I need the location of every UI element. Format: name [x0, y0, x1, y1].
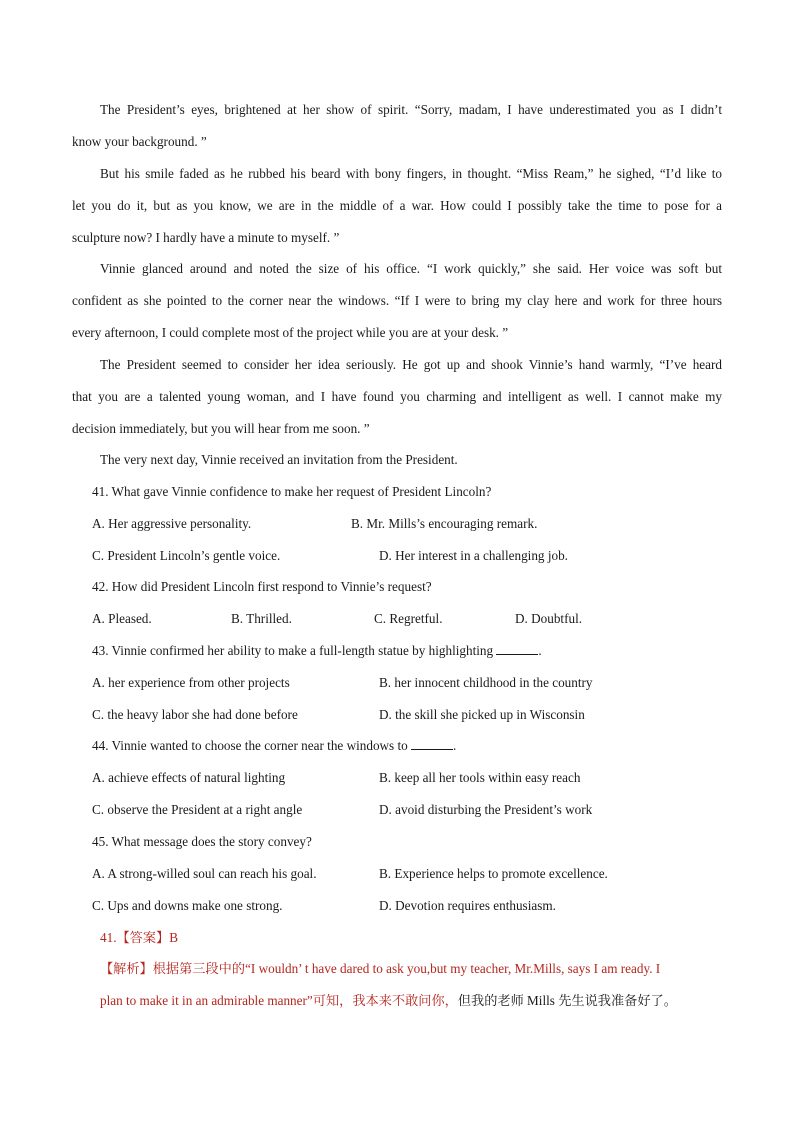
question-43-option-b: B. her innocent childhood in the country — [379, 675, 593, 690]
question-43-option-a: A. her experience from other projects — [92, 675, 290, 690]
stem-period: . — [538, 643, 542, 658]
analysis-tag: 【解析】 — [100, 961, 153, 976]
question-43-stem-text: 43. Vinnie confirmed her ability to make a full-length statue by highlighting — [92, 643, 494, 658]
question-44-option-a: A. achieve effects of natural lighting — [92, 770, 286, 785]
question-41-option-a: A. Her aggressive personality. — [92, 516, 252, 531]
passage-line: The very next day, Vinnie received an invitation from the President. — [100, 452, 458, 467]
passage-line: decision immediately, but you will hear from me soon. ” — [72, 421, 370, 436]
passage-line: let you do it, but as you know, we are in the middle of a war. How could I possibly take the time to pose for a — [72, 198, 722, 213]
question-44-stem-text: 44. Vinnie wanted to choose the corner near the windows to — [92, 738, 408, 753]
passage-line: The President seemed to consider her idea seriously. He got up and shook Vinnie’s hand warmly, “I’ve heard — [100, 357, 722, 372]
question-42-option-b: B. Thrilled. — [231, 611, 292, 626]
question-45-option-b: B. Experience helps to promote excellence. — [379, 866, 608, 881]
passage-line: every afternoon, I could complete most of the project while you are at your desk. ” — [72, 325, 509, 340]
analysis-line-2 — [100, 992, 677, 1010]
question-42-option-d: D. Doubtful. — [515, 611, 583, 626]
question-45-option-d: D. Devotion requires enthusiasm. — [379, 898, 556, 913]
passage-line: that you are a talented young woman, and I have found you charming and intelligent as well. I cannot make my — [72, 389, 722, 404]
question-43-option-d: D. the skill she picked up in Wisconsin — [379, 707, 585, 722]
stem-period: . — [453, 738, 457, 753]
question-41-stem: 41. What gave Vinnie confidence to make her request of President Lincoln? — [92, 484, 492, 499]
answer-label: 41.【答案】B — [100, 930, 179, 945]
question-41-option-b: B. Mr. Mills’s encouraging remark. — [351, 516, 538, 531]
analysis-line-1 — [100, 960, 722, 978]
passage-line: But his smile faded as he rubbed his beard with bony fingers, in thought. “Miss Ream,” he sighed, “I’d like to — [100, 166, 722, 181]
question-42-option-c: C. Regretful. — [374, 611, 443, 626]
analysis-text-red: plan to make it in an admirable manner”可知，我本来不敢问你， — [100, 993, 458, 1008]
question-42-stem: 42. How did President Lincoln first respond to Vinnie’s request? — [92, 579, 432, 594]
question-45-option-a: A. A strong-willed soul can reach his goal. — [92, 866, 317, 881]
question-44-option-c: C. observe the President at a right angle — [92, 802, 303, 817]
analysis-text-black: 但我的老师 Mills 先生说我准备好了。 — [457, 993, 677, 1008]
analysis-text: 根据第三段中的“I wouldn’ t have dared to ask you,but my teacher, Mr.Mills, says I am ready. I — [152, 961, 661, 976]
passage-line: confident as she pointed to the corner near the windows. “If I were to bring my clay here and work for three hours — [72, 293, 722, 308]
question-43-option-c: C. the heavy labor she had done before — [92, 707, 298, 722]
passage-line: The President’s eyes, brightened at her show of spirit. “Sorry, madam, I have underestimated you as I didn’t — [100, 102, 722, 117]
answer-blank — [496, 642, 538, 655]
question-43-stem — [92, 642, 542, 660]
question-44-option-b: B. keep all her tools within easy reach — [379, 770, 581, 785]
question-44-option-d: D. avoid disturbing the President’s work — [379, 802, 593, 817]
question-41-option-d: D. Her interest in a challenging job. — [379, 548, 568, 563]
question-44-stem — [92, 737, 456, 755]
passage-line: sculpture now? I hardly have a minute to myself. ” — [72, 230, 340, 245]
question-42-option-a: A. Pleased. — [92, 611, 152, 626]
question-41-option-c: C. President Lincoln’s gentle voice. — [92, 548, 281, 563]
answer-blank — [411, 737, 453, 750]
passage-line: Vinnie glanced around and noted the size of his office. “I work quickly,” she said. Her voice was soft but — [100, 261, 722, 276]
question-45-stem: 45. What message does the story convey? — [92, 834, 312, 849]
question-45-option-c: C. Ups and downs make one strong. — [92, 898, 283, 913]
passage-line: know your background. ” — [72, 134, 207, 149]
